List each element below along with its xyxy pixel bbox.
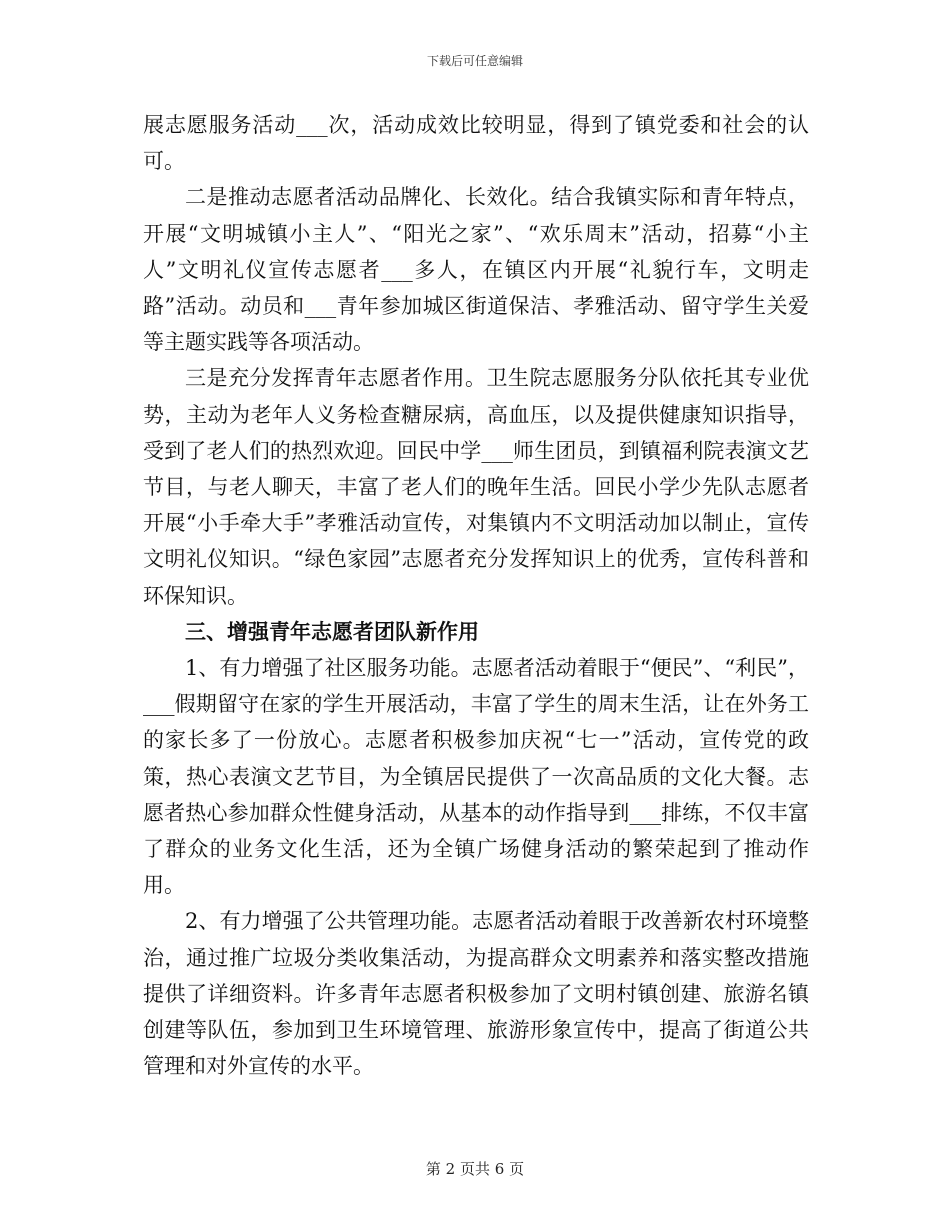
page-header: 下载后可任意编辑 xyxy=(426,54,523,68)
paragraph-public-management: 2、有力增强了公共管理功能。志愿者活动着眼于改善新农村环境整治，通过推广垃圾分类收集活动，为提高群众文明素养和落实整改措施提供了详细资料。许多青年志愿者积极参加了文明村镇创建、旅游名镇创建等队伍，参加到卫生环境管理、旅游形象宣传中，提高了街道公共管理和对外宣传的水平。 xyxy=(143,909,809,1079)
paragraph-community-service: 1、有力增强了社区服务功能。志愿者活动着眼于“便民”、“利民”，___假期留守在家的学生开展活动，丰富了学生的周末生活，让在外务工的家长多了一份放心。志愿者积极参加庆祝“七一”活动，宣传党的政策，热心表演文艺节目，为全镇居民提供了一次高品质的文化大餐。志愿者热心参加群众性健身活动，从基本的动作指导到___排练，不仅丰富了群众的业务文化生活，还为全镇广场健身活动的繁荣起到了推动作用。 xyxy=(143,656,809,898)
paragraph-brand-activities: 二是推动志愿者活动品牌化、长效化。结合我镇实际和青年特点，开展“文明城镇小主人”、“阳光之家”、“欢乐周末”活动，招募“小主人”文明礼仪宣传志愿者___多人，在镇区内开展“礼貌行车，文明走路”活动。动员和___青年参加城区街道保洁、孝雅活动、留守学生关爱等主题实践等各项活动。 xyxy=(143,185,809,355)
page-footer: 第 2 页共 6 页 xyxy=(425,1160,525,1178)
section-heading: 三、增强青年志愿者团队新作用 xyxy=(185,619,479,644)
paragraph-volunteer-role: 三是充分发挥青年志愿者作用。卫生院志愿服务分队依托其专业优势，主动为老年人义务检查糖尿病，高血压，以及提供健康知识指导，受到了老人们的热烈欢迎。回民中学___师生团员，到镇福利院表演文艺节目，与老人聊天，丰富了老人们的晚年生活。回民小学少先队志愿者开展“小手牵大手”孝雅活动宣传，对集镇内不文明活动加以制止，宣传文明礼仪知识。“绿色家园”志愿者充分发挥知识上的优秀，宣传科普和环保知识。 xyxy=(143,366,809,608)
paragraph-continued: 展志愿服务活动___次，活动成效比较明显，得到了镇党委和社会的认可。 xyxy=(143,113,809,174)
document-body xyxy=(143,107,809,1084)
